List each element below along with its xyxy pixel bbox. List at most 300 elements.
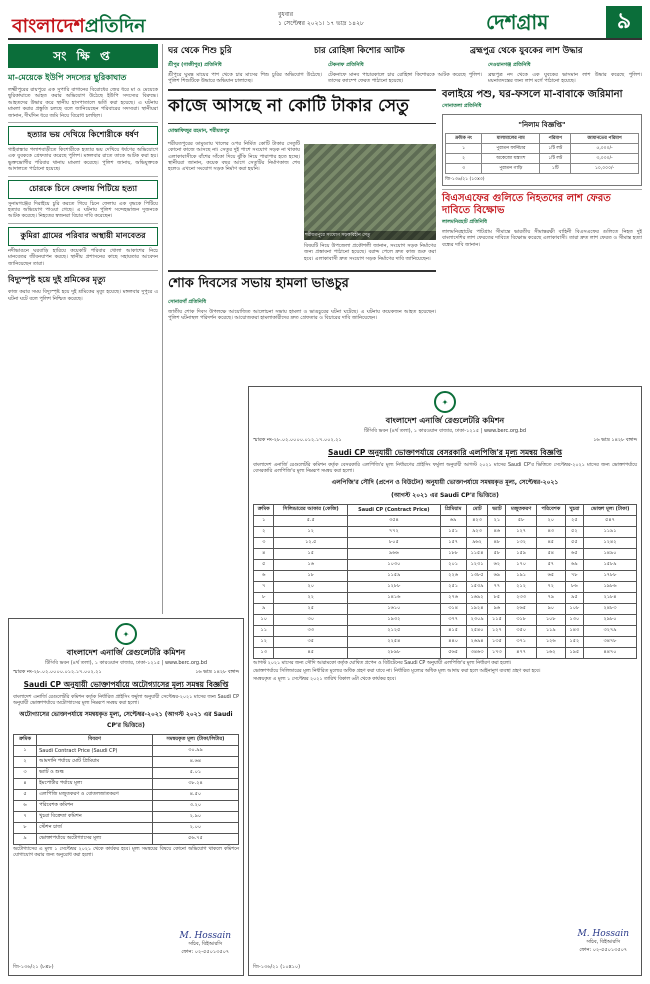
table-row [254,537,637,548]
cell: ১২৭ [506,526,537,537]
cell: ২৪৮৩ [584,603,637,614]
brief-item [8,274,158,302]
cell: ২৬৫ [506,603,537,614]
cell: ২.৯০ [152,811,238,822]
cell: ৪৩ [536,526,565,537]
table-row [14,789,239,800]
cell: ২ [14,756,37,767]
cell: ১৫৩৯ [466,581,488,592]
cell: ২৯৮০ [584,614,637,625]
col-header: ভ্যাট [488,504,506,515]
byline: টেকনাফ প্রতিনিধি [328,62,364,68]
cell: ৩ [254,537,274,548]
cell: ১৯১ [506,570,537,581]
section-title: দেশগ্রাম [486,10,549,34]
byline: শ্রীপুর (গাজীপুর) প্রতিনিধি [168,62,222,68]
cell: ৭৭ [488,581,506,592]
cell: ২৭৬ [440,592,466,603]
cell: ৯৫ [565,592,583,603]
cell: ৬৫ [536,570,565,581]
cell: ৪.৬৪ [152,756,238,767]
cell: ৩৭৭ [440,614,466,625]
story-text: বিষয়টি নিয়ে উপজেলা প্রকৌশলী জানান, সংযোগ সড়ক নির্মাণের জন্য প্রস্তাবনা পাঠানো হয়েছে। বরাদ্দ পেলে দ্রুত কাজ শুরু করা হবে। এলাকাবাসী দ্রুত সংযোগ সড়ক নির্মাণের দাবি জানিয়েছেন। [304,242,436,262]
autogas-price-notice [8,618,244,976]
cell: ২০ [274,581,348,592]
cell: ৯০ [536,603,565,614]
cell: ৮০৫ [348,537,440,548]
briefs-banner: সং ক্ষি প্ত [8,44,158,68]
col-header: খুচরা [565,504,583,515]
cell: ২ [446,153,482,163]
side-news [442,89,642,322]
cell: ১৪৩ [565,625,583,636]
divider [8,122,158,123]
cell: ৫ [14,789,37,800]
cell: ৫.৫ [274,515,348,526]
table-title: অটোগ্যাসের ভোক্তাপর্যায়ে সমন্বয়কৃত মূল্য, সেপ্টেম্বর-২০২১ (আগস্ট ২০২১ এর Saudi CP'র ভিত্তিতে) [19,710,233,729]
cell: ৯৬৬ [348,548,440,559]
notice-code: জি-১৩৬/২১ (১০x৩) [445,176,485,182]
cell: ৮৫ [488,592,506,603]
cell: ৯ [254,603,274,614]
cell: ১২৩১ [466,559,488,570]
cell: ২৩৩ [506,592,537,603]
cell: ৭৭২ [348,526,440,537]
notice-intro: বাংলাদেশ এনার্জি রেগুলেটরি কমিশন কর্তৃক বেসরকারি এলপিজি'র মূল্য নির্ধারণের প্রাইসিং ফর্মুলা অনুযায়ী আগস্ট ২০২১ মাসের Saudi CP'র ভিত্তিতে সেপ্টেম্বর-২০২১ মাসের জন্য ভোক্তাপর্যায়ে বেসরকারি এলপিজি'র মূল্য নিম্নরূপ সমন্বয় করা হলো। [253,462,637,474]
cell: ইমপোর্টার পর্যায়ে মূল্য [37,778,153,789]
col-header: প্রিমিয়াম [440,504,466,515]
cell: ১০৩০ [348,559,440,570]
cell: ৬ [14,800,37,811]
cell: ৫৪৭ [584,515,637,526]
cell: ৪ [14,778,37,789]
table-row [254,647,637,658]
cell: ৭৯ [536,592,565,603]
notice-code: জি-১৩৬/২১ (১০x১০) [253,964,301,970]
cell: ২৫৪০ [466,625,488,636]
cell: ১৮ [274,570,348,581]
cell: এলপিজি মজুতকরণ ও বোতলজাতকরণ [37,789,153,800]
cell: পরিবেশক কমিশন [37,800,153,811]
logo-part-a: বাংলাদেশ [12,15,85,37]
cell: ৩৩ [274,625,348,636]
signer-title: সচিব, বিইআরসি [586,939,621,945]
cell: ২ [254,526,274,537]
notice-ref: স্মারক নং-২৮.০২.০০০০.০১২.১৭.০০২.২১ [13,668,102,675]
table-row [254,636,637,647]
cell: ৬৯ [440,515,466,526]
signer-title: সচিব, বিইআরসি [188,941,223,947]
cell: ১৩ [254,647,274,658]
divider [8,176,158,177]
cell: ১টি লট [540,153,571,163]
auction-title: "নিলাম বিজ্ঞপ্তি" [518,120,566,129]
cell: ১ [254,515,274,526]
cell: ৩ [14,767,37,778]
cell: ১ [14,745,37,756]
notice-address: টিসিবি ভবন (৪র্থ তলা), ১ কারওয়ান বাজার, ঢাকা-১২১৫ | www.berc.org.bd [44,660,208,666]
cell: ১৯৩২ [348,614,440,625]
dateline-day: বুধবার [278,11,294,18]
notice-org: বাংলাদেশ এনার্জি রেগুলেটরি কমিশন [385,416,505,425]
cell: ১৫৮৯ [584,559,637,570]
signer-phone: ফোন: ০২-৫৫০১৩৫০৭ [579,947,628,953]
headline-rohingya: চার রোহিঙ্গা কিশোর আটক [314,46,405,56]
cell: পুরাতন গাড়ি [482,163,540,173]
story-text: জাতীয় শোক দিবস উপলক্ষে আয়োজিত আলোচনা সভায় হামলা ও ভাঙচুরের ঘটনা ঘটেছে। এ ঘটনায় কয়েকজন আহত হয়েছেন। পুলিশ ঘটনাস্থল পরিদর্শন করেছে। আয়োজকরা হামলাকারীদের দ্রুত গ্রেফতার ও বিচারের দাবি জানিয়েছেন। [168,309,436,322]
cell: ২৩০৯ [466,614,488,625]
story-text: টেকনাফে মানব পাচারকালে চার রোহিঙ্গা কিশোরকে আটক করেছে পুলিশ। তাদের ক্যাম্পে ফেরত পাঠানো হয়েছে। [328,72,482,85]
cell: ১টি লট [540,143,571,153]
cell: ১৩২ [506,537,537,548]
cell: ৬ [254,570,274,581]
cell: ১৭৮৮ [584,570,637,581]
table-row [14,811,239,822]
cell: ৫ [254,559,274,570]
cell: ৩৫৪ [348,515,440,526]
cell: ৪১৫ [440,625,466,636]
cell: ৫২ [565,526,583,537]
cell: ৭ [14,811,37,822]
cell: ১৯২৪ [466,603,488,614]
newspaper-logo [12,12,145,44]
cell: ৪৬ [488,526,506,537]
cell: ৩ [446,163,482,173]
signature: M. Hossain [179,931,231,941]
cell: ১২.৫ [274,537,348,548]
berc-emblem-icon: ✦ [115,623,137,645]
cell: ৪২৩ [466,515,488,526]
table-row [14,800,239,811]
bridge-photo [304,144,436,240]
cell: পুরাতন ফার্নিচার [482,143,540,153]
cell: ৩২৭৯ [584,625,637,636]
cell: ১১৯১ [584,526,637,537]
cell: ১৫৭ [440,537,466,548]
bridge-byline-row [168,126,436,138]
headline-child-theft: ঘর থেকে শিশু চুরি [168,46,232,56]
table-row [254,614,637,625]
side-headline-fine: বলাইয়ে পশু, ঘর-ফসলে মা-বাবাকে জরিমানা [442,88,623,100]
cell: ১৫ [274,548,348,559]
headline-body-recovered: ব্রহ্মপুত্র থেকে যুবকের লাশ উদ্ধার [470,46,583,56]
cell: ৪৭৭ [506,647,537,658]
notice-ref: স্মারক নং-২৮.০২.০০০০.০১২.১৭.০০২.২১ [253,436,342,443]
cell: ২১ [488,515,506,526]
cell: ১২৬ [536,636,565,647]
cell: ৫.০১ [152,767,238,778]
bridge-story [168,89,436,322]
feature-row [168,89,642,322]
byline: সোনারগাঁ প্রতিনিধি [168,299,206,306]
cell: ৪ [254,548,274,559]
table-title: এলপিজি'র সৌদি (প্রপেন ও বিউটেন) অনুযায়ী ভোক্তাপর্যায়ে সমন্বয়কৃত মূল্য, সেপ্টেম্বর-২০২১ [331,478,559,486]
col-header: ক্রমিক নং [446,133,482,143]
notice-subject: Saudi CP অনুযায়ী ভোক্তাপর্যায়ে অটোগ্যাসের মূল্য সমন্বয় বিজ্ঞপ্তি [23,679,229,689]
cell: ৭ [254,581,274,592]
table-row [14,756,239,767]
cell: ৫৪ [536,548,565,559]
table-row [254,592,637,603]
cell: ভ্যাট ও শুল্ক [37,767,153,778]
cell: ৯ [14,833,37,844]
table-row [14,767,239,778]
cell: ৩০.৯৯ [152,745,238,756]
cell: ২২৫৪ [348,636,440,647]
top-headlines [168,44,642,58]
col-header: সিলিন্ডারের আকার (কেজি) [274,504,348,515]
story-text: ব্রহ্মপুত্র নদ থেকে এক যুবকের ভাসমান লাশ উদ্ধার করেছে পুলিশ। ময়নাতদন্তের জন্য লাশ মর্গে পাঠানো হয়েছে। [488,72,642,85]
col-header: ক্রমিক [254,504,274,515]
cell: ১৩৮৫ [466,570,488,581]
masthead [8,6,642,40]
cell: ৫৮ [488,548,506,559]
cell: ৪.৫০ [152,789,238,800]
note-item: আগস্ট ২০২১ মাসের জন্য সৌদি আরামকো কর্তৃক ঘোষিত প্রপেন ও বিউটেনের Saudi CP অনুযায়ী এলপিজি'র মূল্য নির্ধারণ করা হলো। [253,660,512,666]
cell: ২.০০ [152,822,238,833]
notice-org: বাংলাদেশ এনার্জি রেগুলেটরি কমিশন [66,648,186,657]
cell: ২১২৫ [348,625,440,636]
cell: ১ [446,143,482,153]
cell: ২১২ [506,581,537,592]
cell: ২৫ [274,603,348,614]
cell: ২৬৯৪ [466,636,488,647]
col-header: Saudi CP (Contract Price) [348,504,440,515]
cell: আমদানি পর্যায়ে মোট প্রিমিয়াম [37,756,153,767]
cell: ১৬ [274,559,348,570]
divider [442,189,642,190]
cell: ১২ [254,636,274,647]
notice-ref-row [13,669,239,677]
cell: ১৫৯ [506,548,537,559]
brief-item [8,227,158,267]
byline: দেওয়ানগঞ্জ প্রতিনিধি [488,62,531,68]
cell: ৯৬ [488,603,506,614]
cell: ৭২ [536,581,565,592]
cell: ১১৫৯ [348,570,440,581]
cell: ১২৪২ [584,537,637,548]
berc-emblem-icon: ✦ [434,391,456,413]
col-header: সমন্বয়কৃত মূল্য (টাকা/লিটার) [152,734,238,745]
cell: ৮ [254,592,274,603]
brief-title: কুমিরা গ্রামের পরিবার অস্থায়ী মানবেতর [8,227,158,246]
signature: M. Hossain [577,929,629,939]
brief-text: কাজ করার সময় বিদ্যুস্পৃষ্ট হয়ে দুই শ্রমিকের মৃত্যু হয়েছে। মঙ্গলবার দুপুরে এ ঘটনা ঘটে বলে পুলিশ নিশ্চিত করেছে। [8,289,158,302]
cell: ৬৫ [565,548,583,559]
briefs-column [8,44,158,614]
cell: ৯২৩ [466,526,488,537]
signer-phone: ফোন: ০২-৫৫০১৩৫০৭ [181,949,230,955]
cell: ৪৮ [488,537,506,548]
cell: ৩.২০ [152,800,238,811]
cell: ১০,০০০/- [571,163,639,173]
bridge-col-1 [168,141,300,262]
newspaper-page [8,6,642,978]
top-stories [168,60,642,85]
cell: ১৪১৬ [348,592,440,603]
cell: ১২৮৮ [348,581,440,592]
cell: ৯৬২ [466,537,488,548]
cell: ৫৮ [506,515,537,526]
cell: ১১ [254,625,274,636]
divider [8,270,158,271]
cell: ১৫১ [440,526,466,537]
brief-title: হত্যার ভয় দেখিয়ে কিশোরীকে ধর্ষণ [8,126,158,145]
divider [8,223,158,224]
table-row [446,163,639,173]
col-header: ক্রমিক [14,734,37,745]
story-text: শ্রীপুরে ঘুমন্ত মায়ের পাশ থেকে চার মাসের শিশু চুরির অভিযোগ উঠেছে। পুলিশ শিশুটিকে উদ্ধারে অভিযান চালাচ্ছে। [168,72,322,85]
story-text: লালমনিরহাটের পাটগ্রাম সীমান্তে ভারতীয় সীমান্তরক্ষী বাহিনী বিএসএফের গুলিতে নিহত দুই বাংলাদেশির লাশ ফেরতের দাবিতে বিক্ষোভ করেছে এলাকাবাসী। তারা দ্রুত লাশ ফেরত ও সীমান্ত হত্যা বন্ধের দাবি জানান। [442,228,642,248]
cell: ২৮৯৮ [348,647,440,658]
cell: ১৩৫ [488,636,506,647]
bridge-col-2 [304,141,436,262]
table-row [254,526,637,537]
bridge-headline: কাজে আসছে না কোটি টাকার সেতু [168,89,436,124]
table-row [14,778,239,789]
notice-code: জি-১৩৬/২১ (৮x৮) [13,964,54,970]
cell: ৩১৮ [506,614,537,625]
notice-address: টিসিবি ভবন (৪র্থ তলা), ১ কারওয়ান বাজার, ঢাকা-১২১৫ | www.berc.org.bd [363,428,527,434]
brief-text: গাইবান্ধার পলাশবাড়ীতে কিশোরীকে হত্যার ভয় দেখিয়ে ধর্ষণের অভিযোগে এক যুবককে গ্রেফতার করেছে পুলিশ। মঙ্গলবার রাতে তাকে আটক করা হয়। ভুক্তভোগীর পরিবার থানায় মামলা করেছে। পুলিশ জানায়, অভিযুক্তকে আদালতে পাঠানো হয়েছে। [8,147,158,173]
cell: ৪৪৭০ [584,647,637,658]
col-header: বিবরণ [37,734,153,745]
brief-text: নদীভাঙনে ঘরবাড়ি হারিয়ে কয়েকটি পরিবার খোলা আকাশের নিচে মানবেতর জীবনযাপন করছে। স্থানীয় প্রশাসনের কাছে সহায়তার আবেদন জানিয়েছেন তারা। [8,247,158,267]
cell: ২৫ [565,515,583,526]
lpg-price-notice [248,386,642,976]
cell: ১১৫ [488,614,506,625]
cell: খুচরা বিক্রেতা কমিশন [37,811,153,822]
cell: ৩৪৭৮ [584,636,637,647]
table-row [446,153,639,163]
cell: ভোক্তাপর্যায়ে অটোগ্যাসের মূল্য [37,833,153,844]
story-child-theft [168,60,322,85]
cell: ১২ [274,526,348,537]
cell: ২১৮৪ [584,592,637,603]
cell: Saudi Contract Price (Saudi CP) [37,745,153,756]
cell: ১৬১০ [348,603,440,614]
cell: ৩৭১ [506,636,537,647]
cell: ১০ [254,614,274,625]
story-rohingya [328,60,482,85]
cell: অকেজো যন্ত্রাংশ [482,153,540,163]
cell: ২০১ [440,559,466,570]
cell: ১৯৮৬ [584,581,637,592]
cell: ২৫১ [440,581,466,592]
cell: ৩৫ [274,636,348,647]
brief-title: বিদ্যুস্পৃষ্ট হয়ে দুই শ্রমিকের মৃত্যু [8,275,106,285]
story-text: শরীয়তপুরের ডামুড্যায় খালের ওপর নির্মিত কোটি টাকার সেতুটি কোনো কাজে আসছে না। সেতুর দুই পাশে সংযোগ সড়ক না থাকায় এলাকাবাসীকে বাঁশের সাঁকো দিয়ে ঝুঁকি নিয়ে পারাপার হতে হচ্ছে। স্থানীয়রা জানান, কয়েক বছর আগে সেতুটির নির্মাণকাজ শেষ হলেও এখনো সংযোগ সড়ক নির্মাণ করা হয়নি। [168,140,300,173]
autogas-table [13,734,239,845]
cell: ২২ [274,592,348,603]
auction-table [445,133,639,174]
story-body-recovered [488,60,642,85]
notice-date: ১৬ ভাদ্র ১৪২৮ বঙ্গাব্দ [195,668,239,675]
cell: ৬৯ [565,559,583,570]
brief-text: লক্ষ্মীপুরের রায়পুরে এক সুপারি বাগানের বিরোধের জের ধরে মা ও মেয়েকে ছুরিকাঘাতে আহত করার অভিযোগ উঠেছে ইউপি সদস্যের বিরুদ্ধে। আহতদের উদ্ধার করে স্থানীয় হাসপাতালে ভর্তি করা হয়েছে। এ ঘটনায় মামলা করার প্রস্তুতি চলছে বলে জানিয়েছেন পরিবারের সদস্যরা। স্থানীয়রা জানান, দীর্ঘদিন ধরে জমি নিয়ে বিরোধ চলছিল। [8,87,158,119]
cell: ১৬৯২ [466,592,488,603]
table-row [254,515,637,526]
main-news-area [168,44,642,322]
table-row [14,833,239,844]
cell: ১৭০ [506,559,537,570]
table-row [14,745,239,756]
cell: ১১৯ [536,625,565,636]
col-header: পরিমাণ [540,133,571,143]
cell: ১০৮ [536,614,565,625]
cell: ১৭৩ [488,647,506,658]
lpg-price-table [253,504,637,659]
cell: ১৯৫ [565,647,583,658]
notice-notes [253,661,637,684]
note-item: ভোক্তাপর্যায়ে সিলিন্ডারের মূল্য নির্ধারিত মূল্যের অধিক গ্রহণ করা যাবে না। নির্ধারিত মূল্যের অধিক মূল্য আদায় করা হলে আইনানুগ ব্যবস্থা গ্রহণ করা হবে। [253,669,541,675]
cell: ৩১৪ [440,603,466,614]
signature-block [180,931,231,957]
cell: ৫৬.৭৫ [152,833,238,844]
photo-caption: শরীয়তপুরে সংযোগ সড়কবিহীন সেতু [304,231,436,240]
cell: ২২৬ [440,570,466,581]
cell: ৪৫ [536,537,565,548]
cell: ৬২ [488,559,506,570]
note-item: সমন্বয়কৃত এ মূল্য ১ সেপ্টেম্বর ২০২১ তারিখ বিকাল ৬টা থেকে কার্যকর হবে। [253,677,396,683]
table-row [254,559,637,570]
col-header: মালামালের নাম [482,133,540,143]
logo-part-b: প্রতিদিন [84,15,146,37]
brief-item [8,72,158,119]
byline: মোস্তাফিজুর রহমান, শরীয়তপুর [168,127,230,134]
col-header: মোট [466,504,488,515]
cell: ১১৫৪ [466,548,488,559]
cell: ৫৫ [565,537,583,548]
cell: ১৩০ [565,614,583,625]
cell: ২০ [536,515,565,526]
cell: ৪৫ [274,647,348,658]
cell: ৭৮ [565,570,583,581]
col-header: জামানতের পরিমাণ [571,133,639,143]
cell: ৫৭ [536,559,565,570]
col-header: পরিবেশক [536,504,565,515]
cell: ৩০ [274,614,348,625]
table-row [14,822,239,833]
notice-subject: Saudi CP অনুযায়ী ভোক্তাপর্যায়ে বেসরকারি এলপিজি'র মূল্য সমন্বয় বিজ্ঞপ্তি [328,447,562,457]
brief-item [8,126,158,173]
notice-note: অটোগ্যাসের এ মূল্য ১ সেপ্টেম্বর ২০২১ থেকে কার্যকর হবে। মূল্য সমন্বয়ের বিষয়ে কোনো অভিযোগ থাকলে কমিশনে যোগাযোগ করার জন্য অনুরোধ করা হলো। [13,846,239,859]
cell: ১৮৮ [440,548,466,559]
dateline-date: ১ সেপ্টেম্বর ২০২১। ১৭ ভাদ্র ১৪২৮ [278,20,364,27]
cell: ৪৪০ [440,636,466,647]
cell: ১০৮ [565,603,583,614]
table-row [254,625,637,636]
cell: ১৬২ [536,647,565,658]
column-rule [162,44,163,614]
cell: ৩৫০ [506,625,537,636]
cell: ১২৭ [488,625,506,636]
cell: ৫৬৫ [440,647,466,658]
cell: ৬৯ [488,570,506,581]
cell: ১৪৯০ [584,548,637,559]
auction-notice [442,114,642,186]
brief-title: মা-মেয়েকে ইউপি সদস্যের ছুরিকাঘাত [8,73,127,82]
table-row [254,570,637,581]
side-headline-bsf: বিএসএফের গুলিতে নিহতদের লাশ ফেরত দাবিতে বিক্ষোভ [442,192,611,216]
bridge-body [168,141,436,262]
cell: ১টি [540,163,571,173]
shok-headline: শোক দিবসের সভায় হামলা ভাঙচুর [168,270,436,297]
byline: লালমনিরহাট প্রতিনিধি [442,218,487,225]
brief-title: চোরকে চিনে ফেলায় পিটিয়ে হত্যা [8,180,158,199]
cell: ১৫২ [565,636,583,647]
byline: সোনাতলা প্রতিনিধি [442,102,482,109]
